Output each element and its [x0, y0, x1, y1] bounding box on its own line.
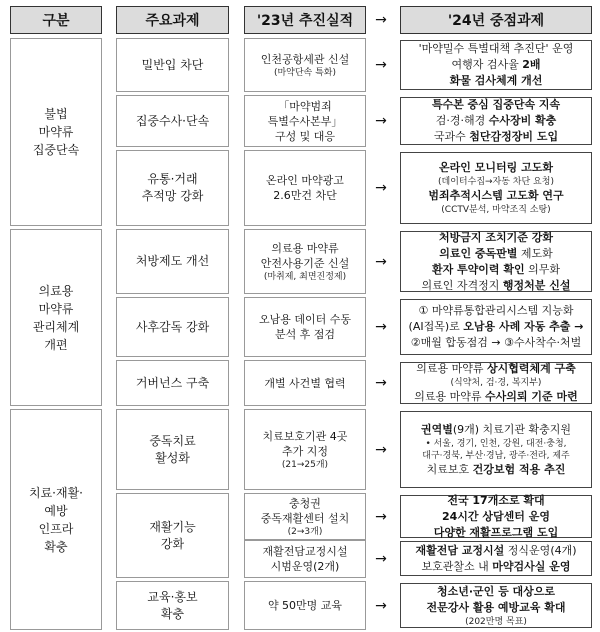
result-text: 약 50만명 교육: [267, 599, 343, 612]
plan-line: [422, 450, 569, 462]
plan-emphasis: 수사의뢰 기준 마련: [485, 390, 578, 403]
plan-line: [419, 303, 574, 319]
header-task: [116, 6, 229, 34]
plan-box: [400, 583, 592, 628]
plan-line: [409, 319, 584, 335]
plan-line: [432, 262, 560, 278]
result-text: 재활전담교정시설: [262, 545, 348, 558]
result-text: 「마약범죄: [278, 99, 332, 113]
plan-text: 환자 투약이력 확인: [431, 262, 525, 276]
category-line: 관리체계: [32, 319, 80, 334]
result-cell: [244, 360, 366, 406]
result-line: [275, 129, 335, 144]
header-plan-label: '24년 중점과제: [447, 13, 545, 29]
plan-line: [439, 160, 553, 176]
result-cell: [244, 581, 366, 630]
arrow-glyph: →: [375, 508, 387, 525]
result-line: [271, 559, 340, 574]
arrow-glyph: →: [375, 441, 387, 458]
plan-text: • 서울, 경기, 인천, 강원, 대전·충청,: [425, 438, 567, 449]
plan-box: [400, 411, 592, 488]
result-text: 충청권: [289, 496, 321, 510]
plan-box: [400, 299, 592, 355]
result-line: [273, 188, 337, 203]
plan-line: [434, 525, 559, 541]
header-plan: [400, 6, 592, 34]
plan-text: 국과수: [433, 130, 470, 143]
plan-text: 여행자 검사율: [451, 58, 523, 71]
task-cell: [116, 297, 229, 357]
result-line: [268, 114, 343, 129]
plan-line: [439, 230, 553, 246]
result-line: [282, 444, 328, 459]
plan-text-rest: 정식운영(4개): [504, 543, 577, 557]
category-line: 불법: [44, 107, 68, 121]
result-line: [268, 598, 342, 613]
task-line: 재활기능: [149, 519, 196, 534]
plan-line: [427, 462, 566, 478]
plan-line: [450, 73, 543, 89]
plan-emphasis: 2배: [522, 58, 541, 71]
plan-box: [400, 495, 592, 538]
result-line: [275, 327, 335, 342]
plan-line: [419, 41, 574, 57]
category-line: 치료·재활·: [29, 485, 83, 500]
category-cell: [10, 229, 102, 406]
plan-emphasis: 수사장비 확충: [488, 114, 557, 127]
result-text: 개별 사건별 협력: [264, 376, 346, 390]
result-line: [262, 544, 347, 559]
arrow-glyph: →: [375, 253, 387, 270]
plan-line: [451, 377, 542, 389]
task-line: 밀반입 차단: [141, 57, 204, 72]
header-result-label: '23년 추진실적: [256, 13, 354, 29]
arrow-icon: [366, 493, 396, 540]
plan-emphasis: 건강보험 적용 추진: [472, 462, 566, 476]
arrow-icon: [366, 229, 396, 294]
category-line: 마약류: [38, 125, 74, 139]
category-line: 예방: [44, 503, 68, 518]
result-text: 인천공항세관 신설: [260, 52, 350, 66]
plan-text: 화물 검사체계 개선: [449, 74, 543, 87]
plan-text: (CCTV분석, 마약조직 소탕): [441, 205, 551, 215]
task-line: 강화: [160, 536, 185, 551]
header-task-label: 주요과제: [145, 13, 200, 29]
task-line: 유통·거래: [147, 172, 198, 186]
result-line: [261, 511, 350, 526]
task-line: 활성화: [155, 450, 190, 465]
plan-box: [400, 231, 592, 292]
plan-text-rest: (9개) 치료기관 확충지원: [452, 422, 572, 436]
plan-text: (데이터수집→자동 차단 요청): [438, 177, 554, 187]
result-text: 치료보호기관 4곳: [262, 429, 348, 443]
plan-emphasis: 첨단감정장비 도입: [469, 130, 559, 143]
result-text: (마약단속 특화): [273, 67, 337, 78]
result-text: 2.6만건 차단: [273, 189, 337, 202]
task-line: 확충: [160, 606, 185, 621]
plan-text: 청소년·군인 등 대상으로: [436, 584, 556, 598]
arrow-icon: [366, 297, 396, 357]
result-text: 시범운영(2개): [270, 560, 340, 573]
result-line: [266, 173, 344, 188]
plan-text: 보호관찰소 내: [421, 559, 493, 573]
result-cell: [244, 150, 366, 226]
task-line: 중독치료: [149, 433, 196, 448]
header-category: [10, 6, 102, 34]
plan-text: 의료인 중독판별: [439, 246, 518, 260]
result-line: [289, 496, 321, 511]
result-line: [274, 67, 336, 79]
result-text: 추가 지정: [281, 444, 328, 458]
plan-text: 전국 17개소로 확대: [447, 493, 545, 507]
result-line: [261, 52, 350, 67]
plan-line: [441, 204, 550, 216]
plan-line: [439, 246, 553, 262]
result-line: [261, 256, 350, 271]
plan-line: [428, 188, 563, 204]
task-cell: [116, 409, 229, 490]
plan-line: [422, 559, 571, 575]
result-cell: [244, 95, 366, 147]
plan-line: [411, 335, 581, 351]
plan-text: 특수본 중심 집중단속 지속: [431, 98, 561, 111]
plan-line: [447, 493, 544, 509]
header-arrow-icon: [366, 6, 396, 34]
task-cell: [116, 38, 229, 92]
plan-text-rest: 제도화: [517, 246, 553, 260]
category-line: 의료용: [38, 283, 74, 298]
task-line: 거버넌스 구축: [135, 375, 210, 390]
plan-emphasis: 상시협력체계 구축: [486, 362, 576, 375]
plan-text-rest: 의무화: [524, 262, 561, 276]
plan-text: 전문강사 활용 예방교육 확대: [426, 600, 566, 614]
result-text: (마취제, 최면진정제): [263, 271, 347, 282]
arrow-icon: [366, 360, 396, 406]
plan-line: [437, 584, 555, 600]
result-cell: [244, 540, 366, 578]
task-line: 교육·홍보: [147, 589, 198, 604]
result-line: [288, 526, 323, 538]
arrow-glyph: →: [375, 113, 387, 129]
arrow-glyph: →: [375, 551, 387, 567]
task-cell: [116, 581, 229, 630]
header-category-label: 구분: [42, 13, 70, 29]
category-line: 마약류: [38, 301, 74, 316]
result-text: 안전사용기준 신설: [260, 256, 350, 270]
arrow-glyph: →: [375, 57, 387, 73]
result-cell: [244, 493, 366, 540]
category-cell: [10, 409, 102, 630]
plan-text: (AI접목)로: [408, 320, 464, 333]
plan-text: 의료용 마약류: [416, 362, 487, 375]
plan-text: 범죄추적시스템 고도화 연구: [428, 189, 564, 202]
result-text: 중독재활센터 설치: [260, 511, 350, 525]
plan-text: 의료인 자격정지: [421, 278, 503, 292]
plan-line: [451, 57, 540, 73]
result-text: 온라인 마약광고: [266, 174, 344, 187]
plan-text: 검·경·해경: [435, 114, 489, 127]
result-text: 오남용 데이터 수동: [258, 313, 351, 326]
plan-line: [465, 616, 527, 628]
plan-text: ②매월 합동점검 → ③수사착수·처벌: [410, 336, 582, 349]
plan-text: 의료용 마약류: [414, 390, 486, 403]
category-line: 집중단속: [32, 143, 80, 157]
result-line: [259, 312, 351, 327]
plan-line: [436, 113, 557, 129]
task-line: 추적망 강화: [141, 189, 204, 203]
result-line: [278, 99, 332, 114]
plan-text: 재활전담 교정시설: [415, 543, 505, 557]
category-cell: [10, 38, 102, 226]
result-text: 의료용 마약류: [271, 241, 339, 255]
plan-line: [442, 509, 550, 525]
task-line: 집중수사·단속: [135, 113, 210, 128]
arrow-icon: [366, 581, 396, 630]
arrow-glyph: →: [375, 319, 387, 335]
plan-text: (식약처, 검·경, 복지부): [450, 378, 542, 388]
arrow-glyph: →: [375, 180, 387, 196]
plan-line: [421, 422, 571, 438]
task-cell: [116, 360, 229, 406]
plan-text: 처방금지 조치기준 강화: [439, 230, 553, 244]
plan-box: [400, 152, 592, 224]
plan-text: 대구·경북, 부산·경남, 광주·전라, 제주: [422, 450, 570, 461]
plan-line: [427, 600, 566, 616]
plan-box: [400, 541, 592, 576]
plan-line: [422, 278, 571, 294]
result-cell: [244, 409, 366, 490]
result-cell: [244, 297, 366, 357]
plan-emphasis: 마약검사실 운영: [492, 559, 571, 573]
result-line: [263, 429, 348, 444]
category-line: 인프라: [38, 521, 74, 536]
plan-box: [400, 97, 592, 145]
plan-text: 24시간 상담센터 운영: [442, 509, 550, 523]
task-cell: [116, 493, 229, 578]
plan-line: [414, 389, 577, 405]
result-text: (21→25개): [281, 459, 329, 470]
result-line: [264, 376, 345, 391]
arrow-glyph: →: [375, 12, 387, 28]
task-line: 처방제도 개선: [135, 254, 210, 268]
arrow-icon: [366, 409, 396, 490]
arrow-icon: [366, 540, 396, 578]
plan-text: 치료보호: [426, 462, 473, 476]
header-result: [244, 6, 366, 34]
arrow-icon: [366, 95, 396, 147]
task-cell: [116, 150, 229, 226]
task-cell: [116, 95, 229, 147]
plan-line: [438, 176, 554, 188]
result-line: [282, 459, 328, 471]
result-text: 특별수사본부」: [267, 114, 343, 128]
category-line: 확충: [44, 539, 68, 554]
plan-line: [416, 361, 576, 377]
plan-text: 다양한 재활프로그램 도입: [433, 525, 559, 539]
result-text: (2→3개): [287, 526, 323, 537]
result-text: 분석 후 점검: [274, 328, 336, 341]
plan-box: [400, 362, 592, 404]
arrow-glyph: →: [375, 375, 387, 391]
result-line: [264, 271, 346, 283]
plan-line: [425, 438, 566, 450]
plan-emphasis: 행정처분 신설: [502, 278, 571, 292]
plan-text: '마약밀수 특별대책 추진단' 운영: [418, 42, 574, 55]
plan-line: [415, 543, 576, 559]
plan-line: [434, 129, 558, 145]
result-text: 구성 및 대응: [274, 129, 336, 143]
plan-emphasis: 오남용 사례 자동 추출 →: [463, 320, 584, 333]
result-line: [271, 241, 338, 256]
plan-box: [400, 40, 592, 90]
task-line: 사후감독 강화: [135, 319, 210, 334]
plan-text: ① 마약류통합관리시스템 지능화: [418, 304, 574, 317]
plan-text: 권역별: [420, 422, 453, 436]
arrow-glyph: →: [375, 597, 387, 614]
plan-text: 온라인 모니터링 고도화: [439, 161, 553, 174]
category-line: 개편: [44, 337, 68, 352]
arrow-icon: [366, 150, 396, 226]
result-cell: [244, 229, 366, 294]
result-cell: [244, 38, 366, 92]
task-cell: [116, 229, 229, 294]
arrow-icon: [366, 38, 396, 92]
plan-line: [432, 97, 560, 113]
plan-text: (202만명 목표): [465, 616, 527, 627]
